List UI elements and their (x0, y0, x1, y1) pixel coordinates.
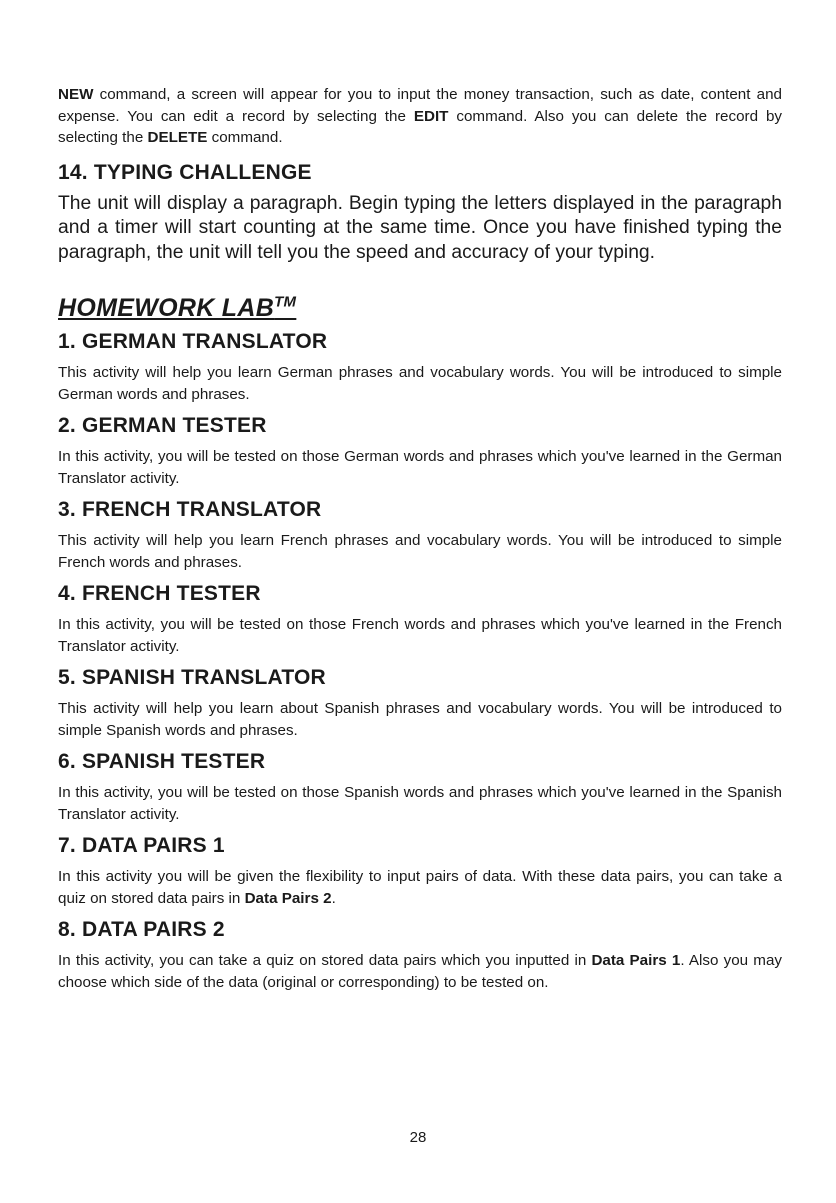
intro-text-1: command, a screen will appear for you to input the money transaction, such as date, content and expense. You can edit a record by selecting the (58, 86, 782, 125)
section-spanish-translator (58, 665, 782, 741)
typing-challenge-body: The unit will display a paragraph. Begin typing the letters displayed in the paragraph and a timer will start counting at the same time. Once you have finished typing the paragraph, the unit will tell you the speed and accuracy of your typing. (58, 192, 782, 263)
section-body: This activity will help you learn German phrases and vocabulary words. You will be introduced to simple German words and phrases. (58, 364, 782, 403)
section-spanish-tester (58, 749, 782, 825)
manual-page (58, 84, 782, 993)
intro-text-3: command. (207, 129, 283, 146)
page-number: 28 (409, 1129, 427, 1146)
section-body-text: In this activity you will be given the flexibility to input pairs of data. With these data pairs, you can take a quiz on stored data pairs in (58, 868, 782, 907)
section-data-pairs-1 (58, 833, 782, 909)
section-heading: 8. DATA PAIRS 2 (58, 918, 225, 942)
section-data-pairs-2 (58, 917, 782, 993)
section-body: In this activity, you will be tested on those German words and phrases which you've learned in the German Translator activity. (58, 448, 782, 487)
trademark-symbol: TM (274, 293, 297, 311)
section-body-end: . (331, 889, 336, 907)
section-body: This activity will help you learn French phrases and vocabulary words. You will be introduced to simple French words and phrases. (58, 532, 782, 571)
section-french-tester (58, 581, 782, 657)
data-pairs-1-reference: Data Pairs 1 (591, 952, 681, 970)
homework-lab-title (58, 293, 782, 323)
typing-challenge-heading: 14. TYPING CHALLENGE (58, 160, 312, 184)
section-german-translator (58, 329, 782, 405)
edit-command-label: EDIT (413, 107, 449, 125)
intro-text-2: command. Also you can delete the record by selecting the (58, 107, 782, 146)
section-heading: 5. SPANISH TRANSLATOR (58, 666, 326, 690)
intro-paragraph (58, 84, 782, 149)
section-body: In this activity, you will be tested on those French words and phrases which you've learned in the French Translator activity. (58, 616, 782, 655)
section-german-tester (58, 413, 782, 489)
section-body-text: In this activity, you can take a quiz on stored data pairs which you inputted in (58, 952, 592, 970)
section-heading: 7. DATA PAIRS 1 (58, 834, 225, 858)
section-heading: 6. SPANISH TESTER (58, 750, 266, 774)
section-heading: 4. FRENCH TESTER (58, 582, 261, 606)
delete-command-label: DELETE (147, 129, 208, 146)
section-body (58, 950, 782, 993)
section-body: This activity will help you learn about Spanish phrases and vocabulary words. You will be introduced to simple Spanish words and phrases. (58, 700, 782, 739)
data-pairs-2-reference: Data Pairs 2 (244, 889, 332, 907)
section-body-end: . Also you may choose which side of the data (original or corresponding) to be tested on. (58, 952, 782, 991)
section-heading: 2. GERMAN TESTER (58, 414, 267, 438)
new-command-label: NEW (58, 86, 94, 103)
section-heading: 3. FRENCH TRANSLATOR (58, 498, 322, 522)
section-heading: 1. GERMAN TRANSLATOR (58, 330, 328, 354)
section-french-translator (58, 497, 782, 573)
typing-challenge-section (58, 160, 782, 266)
homework-lab-title-text: HOMEWORK LAB (58, 294, 275, 323)
section-body (58, 866, 782, 909)
section-body: In this activity, you will be tested on those Spanish words and phrases which you've learned in the Spanish Translator activity. (58, 784, 782, 823)
